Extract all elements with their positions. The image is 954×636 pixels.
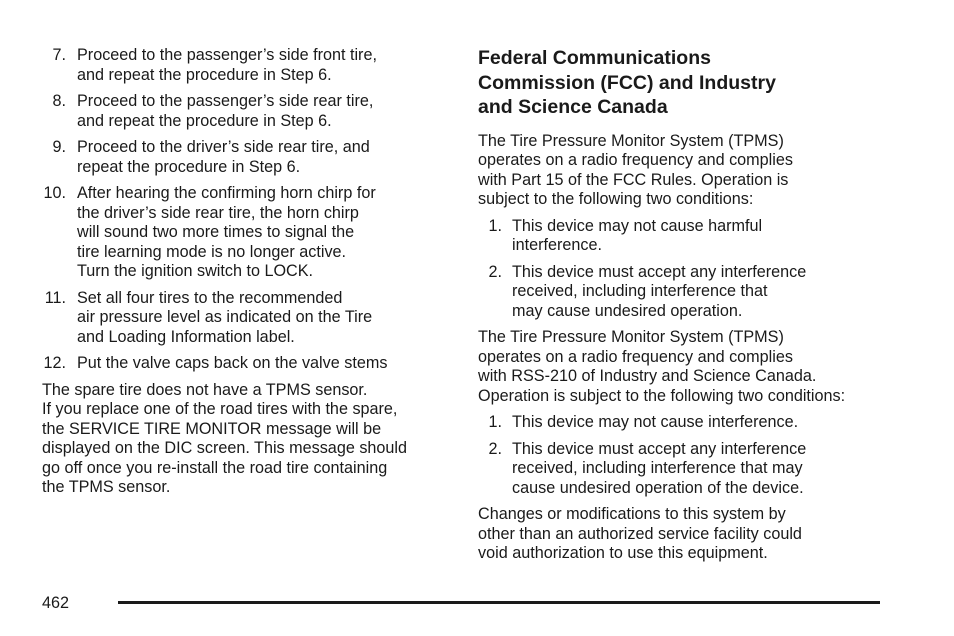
step-item	[42, 92, 452, 131]
condition-item	[478, 217, 888, 256]
condition-number: 2.	[488, 262, 502, 281]
step-item	[42, 289, 452, 348]
right-column	[478, 46, 888, 571]
step-number: 9.	[52, 138, 66, 156]
section-heading: Federal Communications Commission (FCC) and Industry and Science Canada	[478, 47, 776, 118]
condition-text: This device must accept any interference received, including interference that may cause undesired operation of the device.	[512, 439, 807, 497]
page-number: 462	[42, 594, 70, 612]
step-text: Proceed to the passenger’s side rear tire, and repeat the procedure in Step 6.	[77, 92, 374, 130]
step-text: After hearing the confirming horn chirp for the driver’s side rear tire, the horn chirp will sound two more times to signal the tire learning mode is no longer active. Turn the ignition switch to LOCK.	[77, 184, 376, 280]
step-text: Proceed to the driver’s side rear tire, and repeat the procedure in Step 6.	[77, 138, 370, 176]
step-item	[42, 138, 452, 177]
procedure-steps-list	[42, 46, 452, 374]
step-text: Set all four tires to the recommended air pressure level as indicated on the Tire and Loading Information label.	[77, 288, 373, 346]
spare-tire-paragraph: The spare tire does not have a TPMS sensor. If you replace one of the road tires with the spare, the SERVICE TIRE MONITOR message will be displayed on the DIC screen. This message should go off once you re-install the road tire containing the TPMS sensor.	[42, 380, 408, 496]
left-column	[42, 46, 452, 505]
canada-paragraph: The Tire Pressure Monitor System (TPMS) operates on a radio frequency and complies with RSS-210 of Industry and Science Canada. Operation is subject to the following two conditions:	[478, 328, 846, 405]
canada-conditions-list	[478, 413, 888, 498]
step-number: 8.	[52, 92, 66, 110]
step-item	[42, 184, 452, 282]
condition-text: This device must accept any interference received, including interference that may cause undesired operation.	[512, 262, 807, 320]
condition-text: This device may not cause harmful interference.	[512, 216, 763, 254]
changes-paragraph: Changes or modifications to this system by other than an authorized service facility could void authorization to use this equipment.	[478, 505, 802, 562]
step-number: 7.	[52, 46, 66, 64]
step-item	[42, 354, 452, 374]
fcc-conditions-list	[478, 217, 888, 322]
condition-number: 2.	[488, 439, 502, 458]
step-number: 10.	[43, 184, 66, 202]
condition-number: 1.	[488, 413, 502, 431]
footer-rule	[118, 601, 880, 604]
step-number: 12.	[43, 354, 66, 372]
condition-item	[478, 413, 888, 433]
condition-text: This device may not cause interference.	[512, 413, 799, 431]
step-item	[42, 46, 452, 85]
condition-number: 1.	[488, 216, 502, 235]
step-number: 11.	[44, 288, 66, 307]
condition-item	[478, 263, 888, 322]
fcc-paragraph: The Tire Pressure Monitor System (TPMS) operates on a radio frequency and complies with Part 15 of the FCC Rules. Operation is subject to the following two conditions:	[478, 131, 793, 208]
step-text: Proceed to the passenger’s side front tire, and repeat the procedure in Step 6.	[77, 46, 377, 84]
step-text: Put the valve caps back on the valve stems	[77, 354, 388, 372]
condition-item	[478, 440, 888, 499]
